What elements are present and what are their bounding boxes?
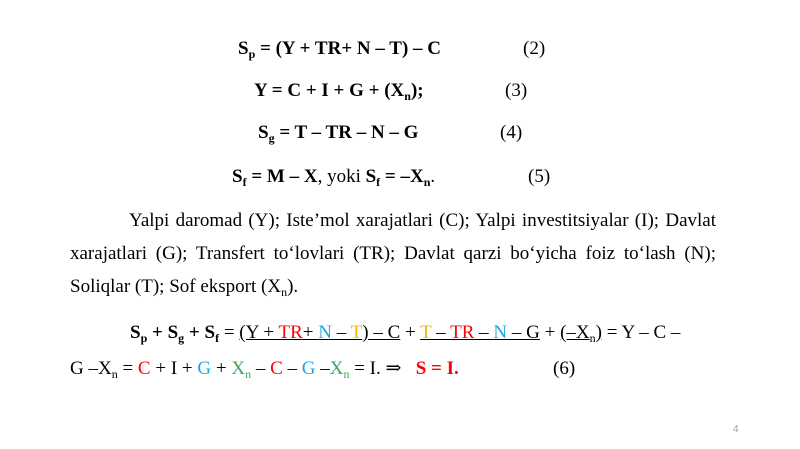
equation-3: $Y = C + I + G + (X_n)$; [254,80,424,103]
equation-2-number: (2) [523,38,546,59]
equation-6-line-2: G $-X_n = C + I + G + X_n - C - G$ $-X_n = I$. ⇒ S = I. [70,358,459,381]
equation-6-number: (6) [553,358,576,379]
equation-2: $S_p = (Y + TR+ N - T) - C$ [238,38,441,61]
equation-6-line-1: $S_p + S_g + S_f = (Y + TR+ N - T) - C + T$ – TR – $N - G + (-X_n) = Y - C$ – [130,322,681,345]
equation-5: $S_f = M - X$, yoki $S_f = -X_n$. [232,166,436,189]
equation-4: $S_g = T$ – TR – N – G [258,122,419,145]
page-number: 4 [733,424,739,435]
savings-investment-identity: S = I. [415,358,459,379]
equation-5-number: (5) [528,166,551,187]
equation-3-number: (3) [505,80,528,101]
definitions-paragraph: Yalpi daromad (Y); Iste’mol xarajatlari (C); Yalpi investitsiyalar (I); Davlat xarajatlari (G); Transfert to‘lovlari (TR); Davlat qarzi bo‘yicha foiz to‘lash (N); Soliqlar (T); Sof eksport $(X_n)$. [70,210,716,299]
equation-4-number: (4) [500,122,523,143]
